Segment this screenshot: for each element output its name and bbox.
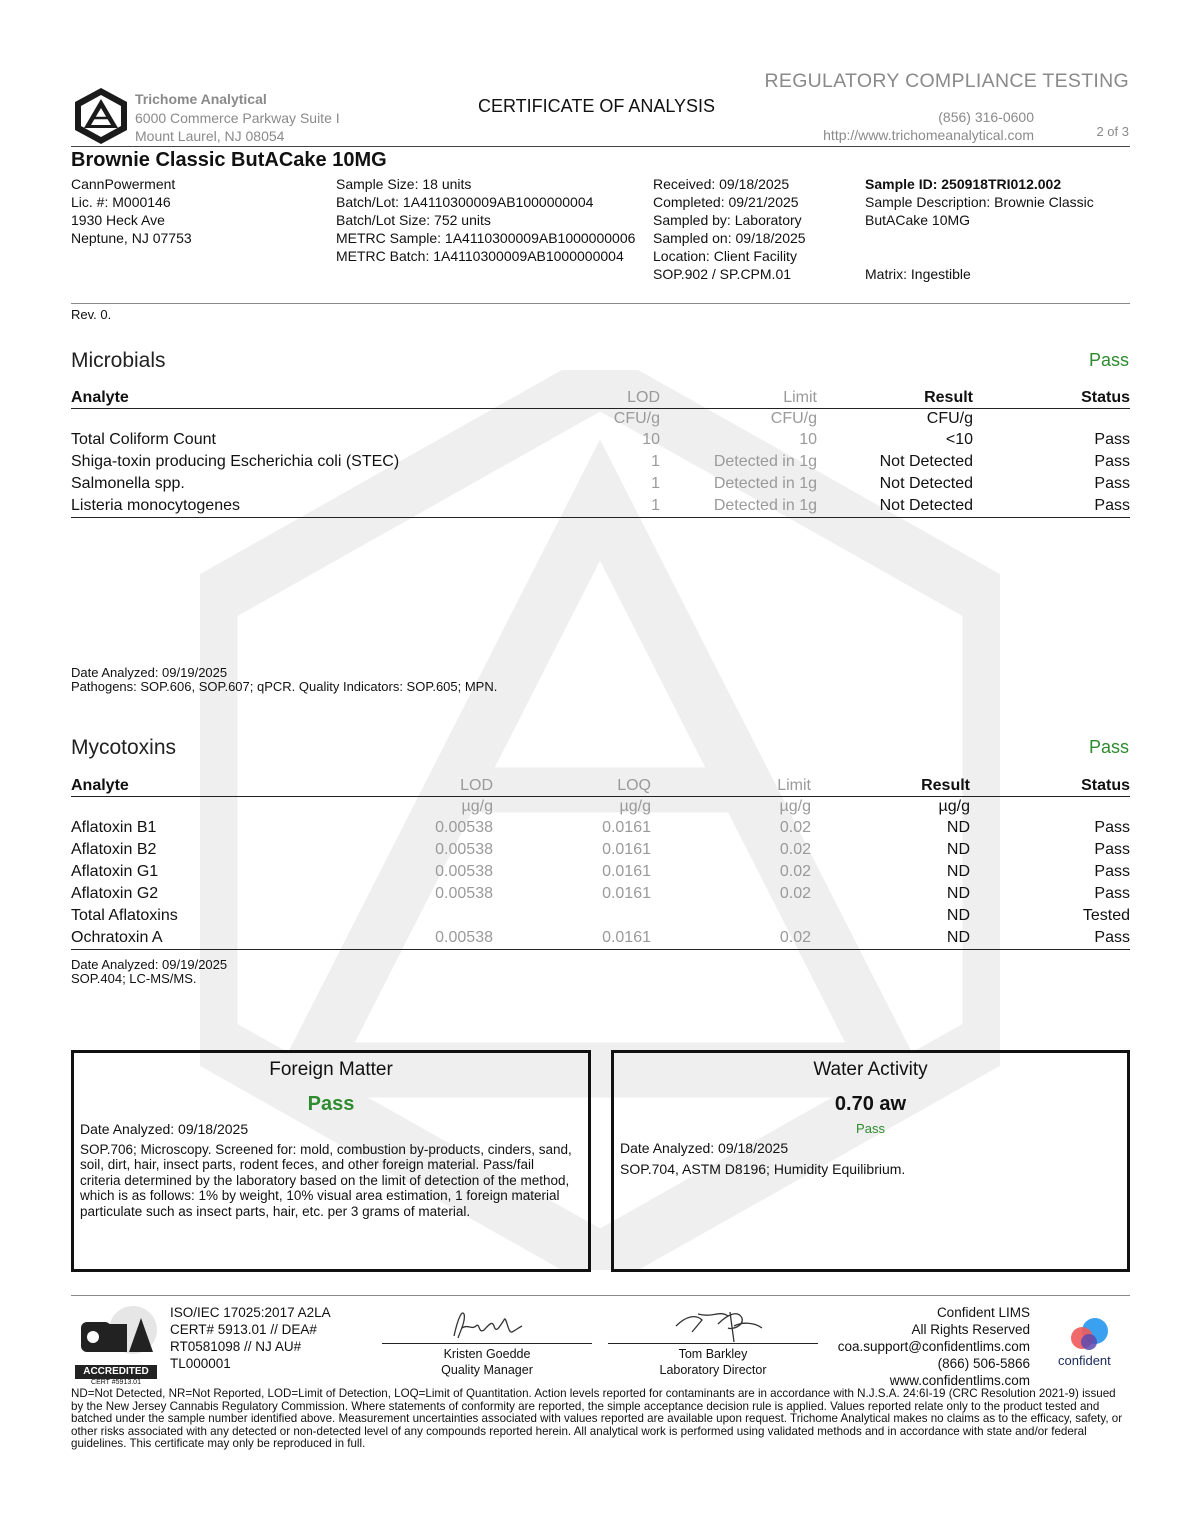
col-status: Status xyxy=(973,388,1130,409)
confident-logo-text: confident xyxy=(1058,1353,1111,1368)
col-status: Status xyxy=(970,776,1130,797)
analyte: Total Coliform Count xyxy=(71,431,216,448)
col-lod: LOD xyxy=(531,388,660,409)
status: Tested xyxy=(1082,907,1130,924)
lims-email[interactable]: coa.support@confidentlims.com xyxy=(837,1339,1030,1354)
lod: 0.00538 xyxy=(435,863,493,880)
status: Pass xyxy=(1094,453,1130,470)
col-result: Result xyxy=(817,388,973,409)
result: ND xyxy=(946,907,970,924)
loq: 0.0161 xyxy=(493,927,651,950)
unit-result: CFU/g xyxy=(926,410,973,427)
lod: 0.00538 xyxy=(435,841,493,858)
unit-loq: µg/g xyxy=(619,798,651,815)
table-row xyxy=(71,927,1130,950)
batch-lot-size: Batch/Lot Size: 752 units xyxy=(336,212,491,228)
water-activity-value: 0.70 aw xyxy=(834,1093,907,1115)
disclaimer: ND=Not Detected, NR=Not Reported, LOD=Limit of Detection, LOQ=Limit of Quantitation. Action levels reported for contaminants are in accordance with N.J.S.A. 24:6I-19 (CRC Resolution 2021-9) issued by the New Jersey Cannabis Regulatory Commission. Where statements of conformity are reported, the simple acceptance decision rule is applied. Values reported relate only to the product tested and batched under the sample number identified above. Measurement uncertainties associated with values reported are available upon request. Trichome Analytical makes no claims as to the efficacy, safety, or other risks associated with any detected or non-detected level of any compounds reported herein. All analytical work is performed using validated methods and in accordance with state and/or federal guidelines. This certificate may only be reproduced in full. xyxy=(71,1387,1123,1451)
signature-kristen-goedde xyxy=(448,1306,528,1344)
sample-description: Sample Description: Brownie Classic xyxy=(865,194,1094,210)
sample-size: Sample Size: 18 units xyxy=(336,176,472,192)
unit-result: µg/g xyxy=(938,798,970,815)
water-activity-box xyxy=(611,1050,1130,1272)
microbials-table xyxy=(71,388,1130,518)
foreign-matter-date: Date Analyzed: 09/18/2025 xyxy=(80,1121,249,1137)
microbials-notes xyxy=(71,666,497,694)
signatory-2-name: Tom Barkley xyxy=(678,1347,748,1361)
table-row xyxy=(71,429,1130,451)
signatory-1-title: Quality Manager xyxy=(441,1363,533,1377)
unit-lod: µg/g xyxy=(461,798,493,815)
col-analyte: Analyte xyxy=(71,388,531,409)
lims-rights: All Rights Reserved xyxy=(911,1322,1030,1337)
sampled-on: Sampled on: 09/18/2025 xyxy=(653,230,806,246)
microbials-status: Pass xyxy=(1088,350,1129,370)
mycotoxins-title: Mycotoxins xyxy=(71,736,177,759)
result: Not Detected xyxy=(879,475,973,492)
col-result: Result xyxy=(811,776,970,797)
microbials-title: Microbials xyxy=(71,349,166,372)
result: ND xyxy=(946,841,970,858)
trichome-logo-icon xyxy=(73,86,129,146)
table-row xyxy=(71,839,1130,861)
analyte: Salmonella spp. xyxy=(71,475,185,492)
col-lod: LOD xyxy=(371,776,493,797)
col-analyte: Analyte xyxy=(71,776,371,797)
status: Pass xyxy=(1094,819,1130,836)
info-divider xyxy=(71,303,1130,304)
analyte: Aflatoxin G2 xyxy=(71,885,159,902)
table-row xyxy=(71,905,1130,927)
foreign-matter-result: Pass xyxy=(307,1093,355,1115)
sample-description-cont: ButACake 10MG xyxy=(865,212,971,228)
status: Pass xyxy=(1094,841,1130,858)
result: Not Detected xyxy=(879,453,973,470)
signature-tom-barkley xyxy=(672,1306,772,1344)
mycotoxins-notes xyxy=(71,958,227,986)
sampled-by: Sampled by: Laboratory xyxy=(653,212,802,228)
lims-phone: (866) 506-5866 xyxy=(937,1356,1030,1371)
analyte: Ochratoxin A xyxy=(71,927,371,950)
sample-location: Location: Client Facility xyxy=(653,248,797,264)
loq xyxy=(493,905,651,927)
metrc-batch: METRC Batch: 1A4110300009AB1000000004 xyxy=(336,248,624,264)
unit-limit: CFU/g xyxy=(770,410,817,427)
status: Pass xyxy=(970,927,1130,950)
sample-id-info xyxy=(865,175,1094,229)
water-activity-status: Pass xyxy=(856,1121,885,1136)
sample-info xyxy=(336,175,635,265)
foreign-matter-box xyxy=(71,1050,591,1272)
col-limit: Limit xyxy=(651,776,811,797)
lod: 0.00538 xyxy=(371,927,493,950)
analyte: Aflatoxin B2 xyxy=(71,841,157,858)
status: Pass xyxy=(1094,863,1130,880)
table-row xyxy=(71,817,1130,839)
lims-info xyxy=(838,1304,1030,1389)
water-activity-date: Date Analyzed: 09/18/2025 xyxy=(620,1140,789,1156)
lod: 10 xyxy=(642,431,660,448)
signatory-2-title: Laboratory Director xyxy=(659,1363,767,1377)
microbials-method: Pathogens: SOP.606, SOP.607; qPCR. Quality Indicators: SOP.605; MPN. xyxy=(71,679,498,694)
limit: 0.02 xyxy=(779,885,811,902)
mycotoxins-date-analyzed: Date Analyzed: 09/19/2025 xyxy=(71,957,228,972)
received-date: Received: 09/18/2025 xyxy=(653,176,790,192)
result: ND xyxy=(946,885,970,902)
client-info xyxy=(71,175,192,247)
sampling-sop: SOP.902 / SP.CPM.01 xyxy=(653,266,792,282)
limit: 0.02 xyxy=(779,863,811,880)
result: ND xyxy=(946,863,970,880)
col-limit: Limit xyxy=(660,388,817,409)
document-title: CERTIFICATE OF ANALYSIS xyxy=(478,96,716,116)
batch-lot: Batch/Lot: 1A4110300009AB1000000004 xyxy=(336,194,594,210)
analyte: Aflatoxin B1 xyxy=(71,819,157,836)
confident-logo-icon xyxy=(1066,1314,1114,1354)
limit: Detected in 1g xyxy=(713,475,817,492)
status: Pass xyxy=(1094,431,1130,448)
lod: 1 xyxy=(651,475,660,492)
limit: 0.02 xyxy=(779,819,811,836)
matrix: Matrix: Ingestible xyxy=(865,266,971,282)
status: Pass xyxy=(1094,885,1130,902)
revision: Rev. 0. xyxy=(71,307,112,322)
signature-line-2 xyxy=(608,1343,818,1344)
lod xyxy=(371,905,493,927)
client-city: Neptune, NJ 07753 xyxy=(71,230,192,246)
metrc-sample: METRC Sample: 1A4110300009AB1000000006 xyxy=(336,230,636,246)
lod: 1 xyxy=(651,453,660,470)
water-activity-title: Water Activity xyxy=(813,1059,928,1080)
tagline: REGULATORY COMPLIANCE TESTING xyxy=(764,70,1129,92)
table-row xyxy=(71,473,1130,495)
signatory-2 xyxy=(608,1346,818,1378)
product-name: Brownie Classic ButACake 10MG xyxy=(71,149,387,171)
table-header-row xyxy=(71,776,1130,797)
result: <10 xyxy=(945,431,973,448)
accreditation-cert: CERT# 5913.01 // DEA# xyxy=(170,1322,317,1337)
result: Not Detected xyxy=(817,495,973,518)
sample-id: Sample ID: 250918TRI012.002 xyxy=(865,176,1062,192)
mycotoxins-status: Pass xyxy=(1088,737,1129,757)
loq: 0.0161 xyxy=(602,863,651,880)
signature-line-1 xyxy=(382,1343,592,1344)
table-row xyxy=(71,451,1130,473)
client-street: 1930 Heck Ave xyxy=(71,212,165,228)
accredited-label: ACCREDITED xyxy=(75,1365,157,1379)
lims-website[interactable]: www.confidentlims.com xyxy=(889,1373,1030,1388)
table-row xyxy=(71,495,1130,518)
units-row xyxy=(71,797,1130,818)
lod: 0.00538 xyxy=(435,819,493,836)
analyte: Listeria monocytogenes xyxy=(71,495,531,518)
limit: 0.02 xyxy=(651,927,811,950)
unit-lod: CFU/g xyxy=(613,410,660,427)
footer-divider xyxy=(71,1295,1130,1296)
accreditation-tl: TL000001 xyxy=(170,1356,231,1371)
limit: 10 xyxy=(799,431,817,448)
lab-website[interactable]: http://www.trichomeanalytical.com xyxy=(823,127,1034,143)
foreign-matter-method: SOP.706; Microscopy. Screened for: mold, combustion by-products, cinders, sand, soil, dirt, hair, insect parts, rodent feces, and other foreign material. Pass/fail criteria determined by the laboratory based on the limit of detection of the method, which is as follows: 1% by weight, 10% visual area estimation, 1 foreign material particulate such as insect parts, hair, etc. per 3 grams of material. xyxy=(80,1141,572,1219)
status: Pass xyxy=(1094,475,1130,492)
completed-date: Completed: 09/21/2025 xyxy=(653,194,799,210)
accreditation-iso: ISO/IEC 17025:2017 A2LA xyxy=(170,1305,331,1320)
status: Pass xyxy=(973,495,1130,518)
analyte: Total Aflatoxins xyxy=(71,907,178,924)
a2la-cert-number: CERT #5913.01 xyxy=(91,1379,141,1386)
loq: 0.0161 xyxy=(602,841,651,858)
table-row xyxy=(71,861,1130,883)
lab-name: Trichome Analytical xyxy=(135,91,267,107)
signatory-1-name: Kristen Goedde xyxy=(443,1347,531,1361)
foreign-matter-title: Foreign Matter xyxy=(269,1059,393,1080)
limit: 0.02 xyxy=(779,841,811,858)
header-divider xyxy=(71,146,1130,147)
a2la-logo-icon xyxy=(75,1304,165,1360)
lab-address-line2: Mount Laurel, NJ 08054 xyxy=(135,128,285,144)
result: ND xyxy=(811,927,970,950)
a2la-accreditation-badge xyxy=(75,1304,165,1386)
microbials-date-analyzed: Date Analyzed: 09/19/2025 xyxy=(71,665,228,680)
col-loq: LOQ xyxy=(493,776,651,797)
limit: Detected in 1g xyxy=(713,453,817,470)
loq: 0.0161 xyxy=(602,819,651,836)
lab-address-line1: 6000 Commerce Parkway Suite I xyxy=(135,110,340,126)
lod: 1 xyxy=(531,495,660,518)
mycotoxins-table xyxy=(71,776,1130,950)
signatory-1 xyxy=(382,1346,592,1378)
mycotoxins-method: SOP.404; LC-MS/MS. xyxy=(71,971,197,986)
lab-phone: (856) 316-0600 xyxy=(938,109,1034,125)
table-row xyxy=(71,883,1130,905)
lod: 0.00538 xyxy=(435,885,493,902)
units-row xyxy=(71,409,1130,430)
accreditation-rt: RT0581098 // NJ AU# xyxy=(170,1339,302,1354)
table-header-row xyxy=(71,388,1130,409)
water-activity-method: SOP.704, ASTM D8196; Humidity Equilibrium. xyxy=(620,1160,906,1177)
accreditation-info xyxy=(170,1304,331,1372)
client-name: CannPowerment xyxy=(71,176,176,192)
loq: 0.0161 xyxy=(602,885,651,902)
result: ND xyxy=(946,819,970,836)
client-license: Lic. #: M000146 xyxy=(71,194,171,210)
analyte: Aflatoxin G1 xyxy=(71,863,159,880)
limit: Detected in 1g xyxy=(660,495,817,518)
lims-name: Confident LIMS xyxy=(936,1305,1030,1320)
limit xyxy=(651,905,811,927)
page-number: 2 of 3 xyxy=(1096,124,1129,139)
analyte: Shiga-toxin producing Escherichia coli (STEC) xyxy=(71,453,400,470)
unit-limit: µg/g xyxy=(779,798,811,815)
dates-info xyxy=(653,175,806,283)
